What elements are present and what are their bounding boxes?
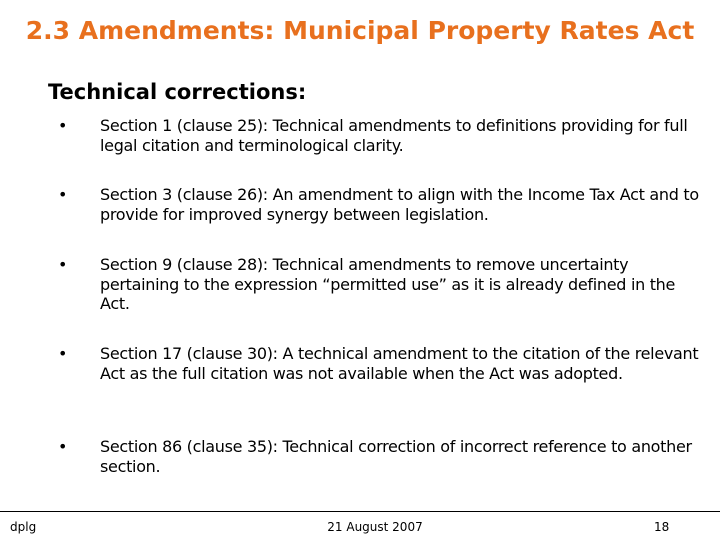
- bullet-dot: •: [58, 437, 68, 456]
- bullet-text: Section 9 (clause 28): Technical amendments to remove uncertainty pertaining to the expression “permitted use” as it is already defined in the Act.: [100, 255, 676, 313]
- footer-org: dplg: [10, 520, 37, 534]
- footer-date: 21 August 2007: [327, 520, 423, 534]
- bullet-dot: •: [58, 116, 68, 135]
- bullet-text: Section 1 (clause 25): Technical amendments to definitions providing for full legal citation and terminological clarity.: [100, 116, 688, 155]
- slide-subheading: Technical corrections:: [48, 80, 307, 104]
- bullet-dot: •: [58, 255, 68, 274]
- bullet-text: Section 3 (clause 26): An amendment to align with the Income Tax Act and to provide for improved synergy between legislation.: [100, 185, 699, 224]
- slide-title: 2.3 Amendments: Municipal Property Rates Act: [25, 16, 695, 45]
- bullet-dot: •: [58, 185, 68, 204]
- bullet-dot: •: [58, 344, 68, 363]
- bullet-text: Section 17 (clause 30): A technical amendment to the citation of the relevant Act as the full citation was not available when the Act was adopted.: [100, 344, 699, 383]
- bullet-text: Section 86 (clause 35): Technical correction of incorrect reference to another section.: [100, 437, 692, 476]
- footer-divider: [0, 511, 720, 512]
- page-number: 18: [654, 520, 670, 534]
